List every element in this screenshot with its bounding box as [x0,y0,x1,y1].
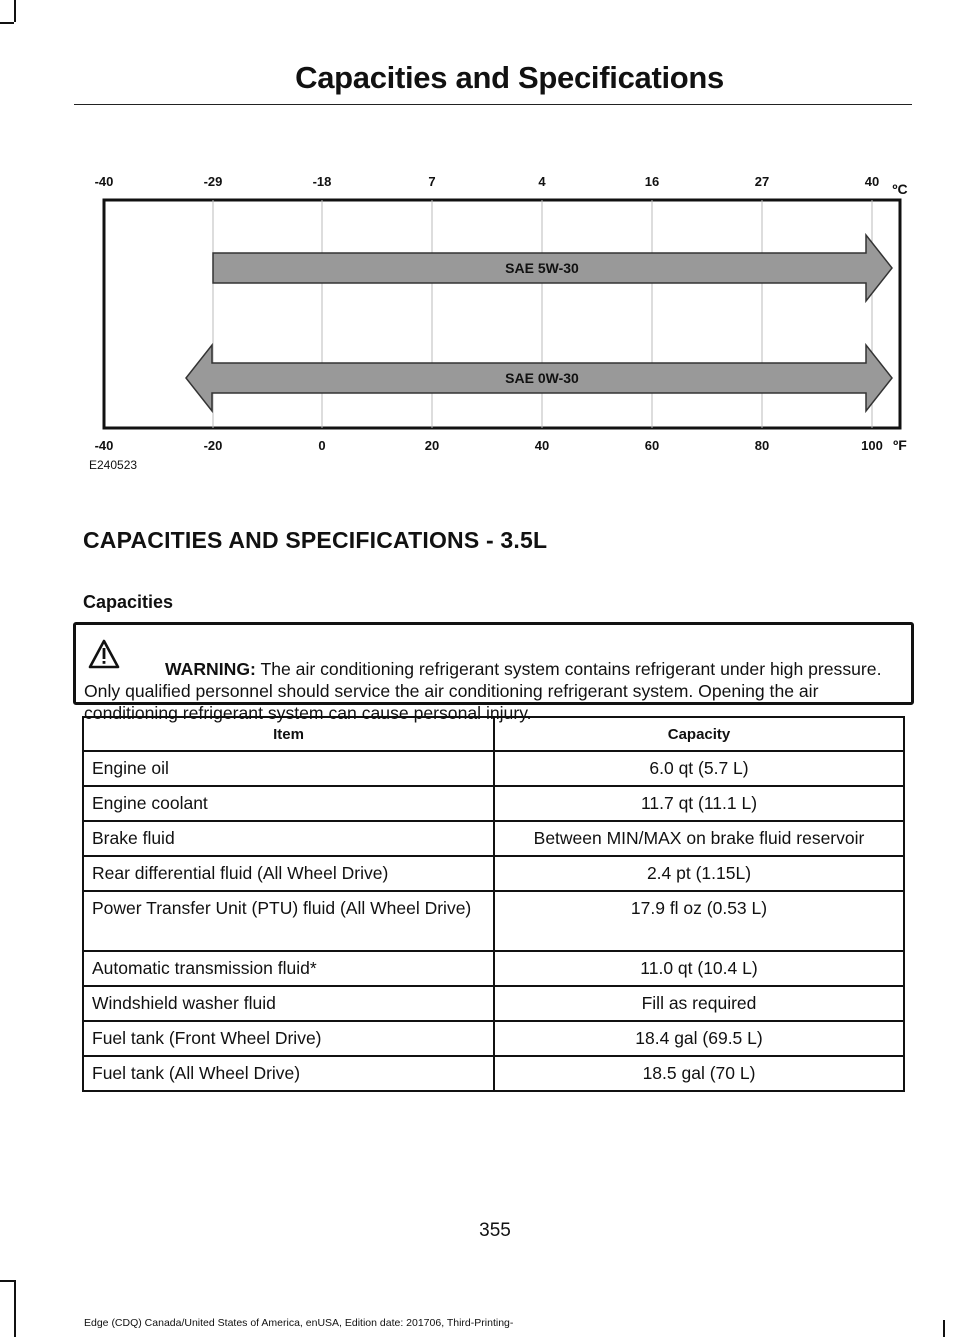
viscosity-label-0: SAE 5W-30 [505,260,579,276]
table-row [83,821,904,856]
table-row [83,856,904,891]
table-row [83,751,904,786]
table-row [83,786,904,821]
fahrenheit-tick-label: 40 [534,438,550,453]
fahrenheit-tick-label: 0 [318,438,326,453]
crop-mark [0,22,14,24]
row-item: Fuel tank (Front Wheel Drive) [83,1021,494,1056]
warning-text [84,658,916,724]
fahrenheit-unit-label: ºF [893,437,907,453]
celsius-tick-label: 4 [538,174,546,189]
table-header-row [83,717,904,751]
warning-box [73,622,914,723]
capacities-heading: Capacities [83,592,174,612]
chart-frame [104,200,900,428]
section-heading: CAPACITIES AND SPECIFICATIONS - 3.5L [83,527,548,553]
row-capacity: 11.7 qt (11.1 L) [494,786,904,821]
crop-mark [14,0,16,22]
row-capacity: 18.4 gal (69.5 L) [494,1021,904,1056]
table-row [83,986,904,1021]
warning-label: WARNING: [165,659,256,679]
fahrenheit-tick-label: 20 [424,438,440,453]
title-divider [74,104,912,105]
celsius-tick-label: -40 [94,174,114,189]
page-number: 355 [479,1220,511,1241]
table-row [83,951,904,986]
footer-text: Edge (CDQ) Canada/United States of America, enUSA, Edition date: 201706, Third-Printing- [84,1317,514,1329]
fahrenheit-tick-label: 100 [861,438,883,453]
row-item: Automatic transmission fluid* [83,951,494,986]
viscosity-label-1: SAE 0W-30 [505,370,579,386]
crop-mark [943,1320,945,1337]
capacities-table [82,716,905,1092]
row-capacity: 11.0 qt (10.4 L) [494,951,904,986]
oil-viscosity-chart [84,166,924,496]
table-row [83,1056,904,1091]
fahrenheit-tick-label: -20 [203,438,223,453]
row-capacity: Between MIN/MAX on brake fluid reservoir [494,821,904,856]
row-capacity: 2.4 pt (1.15L) [494,856,904,891]
fahrenheit-tick-label: 80 [754,438,770,453]
celsius-tick-label: -18 [312,174,332,189]
row-item: Fuel tank (All Wheel Drive) [83,1056,494,1091]
fahrenheit-tick-label: -40 [94,438,114,453]
row-item: Windshield washer fluid [83,986,494,1021]
crop-mark [0,1280,14,1282]
row-item: Engine coolant [83,786,494,821]
celsius-tick-label: 40 [864,174,880,189]
header-capacity: Capacity [494,717,904,751]
row-capacity: Fill as required [494,986,904,1021]
table-row [83,891,904,951]
fahrenheit-tick-label: 60 [644,438,660,453]
row-capacity: 6.0 qt (5.7 L) [494,751,904,786]
celsius-unit-label: ºC [892,181,908,197]
row-item: Rear differential fluid (All Wheel Drive) [83,856,494,891]
figure-id: E240523 [89,458,138,472]
warning-body: The air conditioning refrigerant system contains refrigerant under high pressure. Only qualified personnel should service the air conditioning refrigerant system. Opening the air conditioning refrigerant system can cause personal injury. [84,659,882,723]
celsius-tick-label: 16 [644,174,660,189]
celsius-tick-label: -29 [203,174,223,189]
celsius-tick-label: 7 [428,174,436,189]
table-row [83,1021,904,1056]
row-item: Power Transfer Unit (PTU) fluid (All Wheel Drive) [83,891,494,951]
row-item: Engine oil [83,751,494,786]
celsius-tick-label: 27 [754,174,770,189]
row-capacity: 17.9 fl oz (0.53 L) [494,891,904,951]
crop-mark [14,1280,16,1337]
header-item: Item [83,717,494,751]
row-capacity: 18.5 gal (70 L) [494,1056,904,1091]
page-title: Capacities and Specifications [295,60,724,95]
chart-svg [84,166,924,466]
row-item: Brake fluid [83,821,494,856]
